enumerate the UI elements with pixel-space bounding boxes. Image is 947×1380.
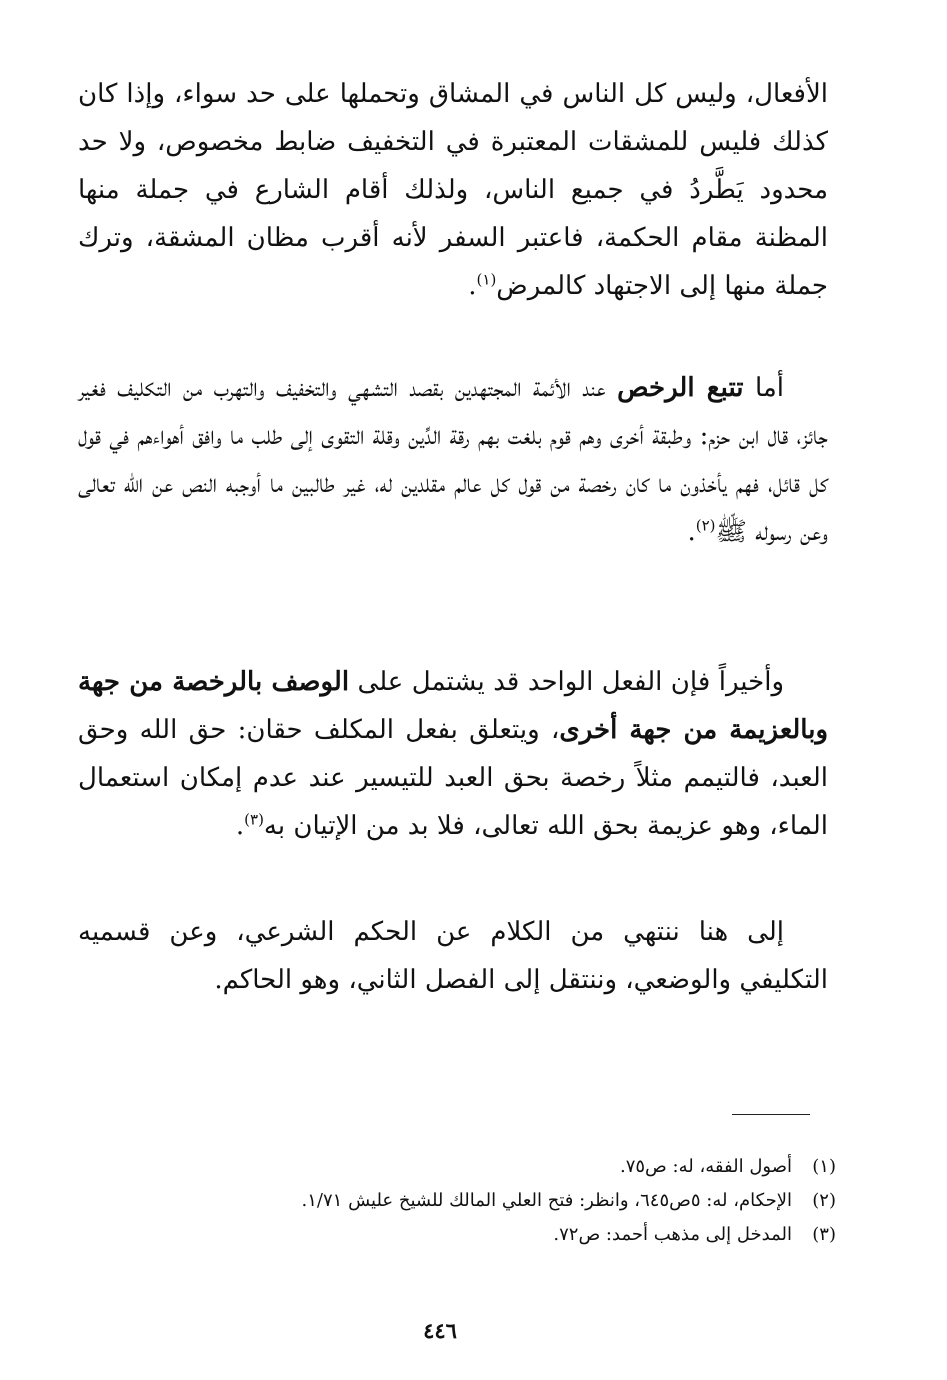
footnote-2-text: الإحكام، له: ٥ص٦٤٥، وانظر: فتح العلي المالك للشيخ عليش ١/٧١. (301, 1190, 792, 1211)
paragraph-1-end: . (468, 271, 477, 301)
footnote-3 (150, 1218, 836, 1252)
paragraph-2-end: . (687, 517, 696, 547)
paragraph-2-lead: أما (754, 373, 785, 403)
footnote-1 (150, 1150, 836, 1184)
paragraph-2-text (78, 364, 828, 556)
paragraph-1-body: الأفعال، وليس كل الناس في المشاق وتحملها على حد سواء، وإذا كان كذلك فليس للمشقات المعتبرة في التخفيف ضابط مخصوص، ولا حد محدود يَطَّردُ في جميع الناس، ولذلك أقام الشارع في جملة منها المظنة مقام الحكمة، فاعتبر السفر لأنه أقرب مظان المشقة، وترك جملة منها إلى الاجتهاد كالمرض (78, 79, 828, 301)
paragraph-1-text (78, 70, 828, 310)
footnote-ref-1: (١) (476, 270, 497, 289)
footnote-1-number: (١) (812, 1156, 836, 1177)
paragraph-3-body: ، ويتعلق بفعل المكلف حقان: حق الله وحق العبد، فالتيمم مثلاً رخصة بحق العبد للتيسير عند عدم إمكان استعمال الماء، وهو عزيمة بحق الله تعالى، فلا بد من الإتيان به (78, 715, 828, 841)
footnote-separator (732, 1114, 810, 1115)
paragraph-2-bold-term: تتبع الرخص (617, 373, 744, 403)
footnote-3-text: المدخل إلى مذهب أحمد: ص٧٢. (553, 1224, 792, 1245)
footnote-2 (150, 1184, 836, 1218)
paragraph-3-bold-phrase: الوصف بالرخصة من جهة وبالعزيمة من جهة أخرى (78, 667, 829, 745)
paragraph-1 (78, 70, 828, 310)
paragraph-3-text (78, 658, 828, 850)
footnote-1-text: أصول الفقه، له: ص٧٥. (619, 1156, 792, 1177)
paragraph-4 (78, 908, 828, 1004)
page-number: ٤٤٦ (423, 1318, 457, 1343)
paragraph-3-end: . (235, 811, 245, 841)
footnote-2-number: (٢) (812, 1190, 836, 1211)
paragraph-4-text: إلى هنا ننتهي من الكلام عن الحكم الشرعي، وعن قسميه التكليفي والوضعي، وننتقل إلى الفصل الثاني، وهو الحاكم. (78, 917, 828, 995)
paragraph-2-body: عند الأئمة المجتهدين بقصد التشهي والتخفيف والتهرب من التكليف فغير جائز، قال ابن حزم: وطبقة أخرى وهم قوم بلغت بهم رقة الدِّين وقلة التقوى إلى طلب ما وافق أهواءهم في قول كل قائل، فهم يأخذون ما كان رخصة من قول كل عالم مقلدين له، غير طالبين ما أوجبه النص عن الله تعالى وعن رسوله ﷺ (78, 373, 828, 547)
footnote-3-number: (٣) (812, 1224, 836, 1245)
footnote-ref-3: (٣) (244, 810, 264, 829)
paragraph-3-lead: وأخيراً فإن الفعل الواحد قد يشتمل على (357, 667, 784, 697)
paragraph-2 (78, 364, 828, 556)
paragraph-3 (78, 658, 828, 850)
footnote-ref-2: (٢) (695, 516, 716, 535)
footnotes (150, 1150, 836, 1252)
